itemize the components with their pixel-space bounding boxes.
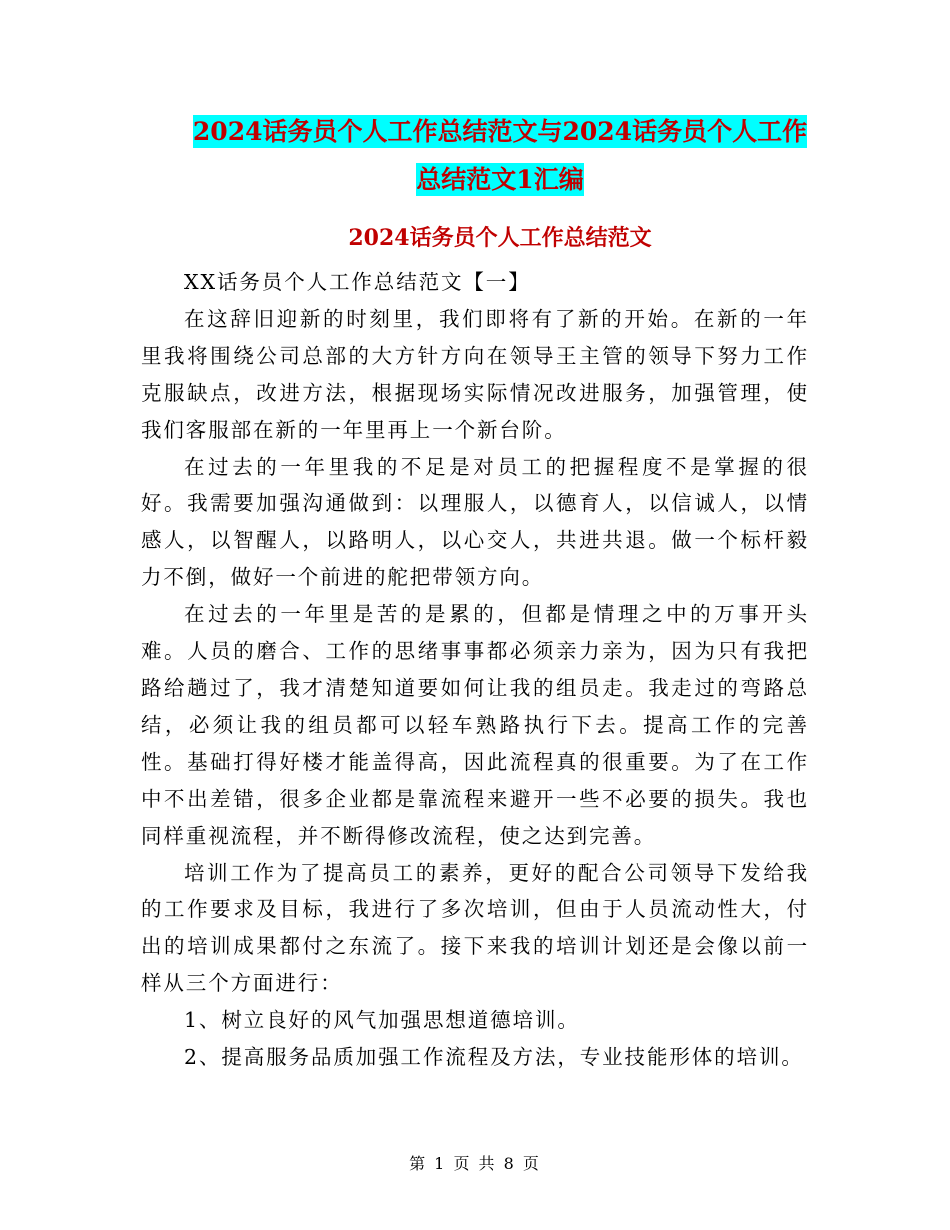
document-title-line-2: 总结范文1汇编 xyxy=(416,165,584,194)
list-item: 1、树立良好的风气加强思想道德培训。 xyxy=(184,1008,580,1033)
document-title xyxy=(140,108,860,204)
page-footer: 第 1 页 共 8 页 xyxy=(409,1154,541,1173)
paragraph-subheading: XX话务员个人工作总结范文【一】 xyxy=(184,270,531,294)
paragraph: 在过去的一年里我的不足是对员工的把握程度不是掌握的很好。我需要加强沟通做到：以理服人，以德育人，以信诚人，以情感人，以智醒人，以路明人，以心交人，共进共退。做一个标杆毅力不倒，做好一个前进的舵把带领方向。 xyxy=(141,454,809,590)
paragraph: 在过去的一年里是苦的是累的，但都是情理之中的万事开头难。人员的磨合、工作的思绪事事都必须亲力亲为，因为只有我把路给趟过了，我才清楚知道要如何让我的组员走。我走过的弯路总结，必须让我的组员都可以轻车熟路执行下去。提高工作的完善性。基础打得好楼才能盖得高，因此流程真的很重要。为了在工作中不出差错，很多企业都是靠流程来避开一些不必要的损失。我也同样重视流程，并不断得修改流程，使之达到完善。 xyxy=(141,602,809,848)
paragraph: 培训工作为了提高员工的素养，更好的配合公司领导下发给我的工作要求及目标，我进行了多次培训，但由于人员流动性大，付出的培训成果都付之东流了。接下来我的培训计划还是会像以前一样从三个方面进行： xyxy=(141,860,809,996)
paragraph: 在这辞旧迎新的时刻里，我们即将有了新的开始。在新的一年里我将围绕公司总部的大方针方向在领导王主管的领导下努力工作克服缺点，改进方法，根据现场实际情况改进服务，加强管理，使我们客服部在新的一年里再上一个新台阶。 xyxy=(141,306,809,442)
document-body xyxy=(141,264,809,1076)
document-title-line-1: 2024话务员个人工作总结范文与2024话务员个人工作 xyxy=(192,117,808,146)
list-item: 2、提高服务品质加强工作流程及方法，专业技能形体的培训。 xyxy=(184,1045,804,1070)
section-title: 2024话务员个人工作总结范文 xyxy=(348,225,652,251)
